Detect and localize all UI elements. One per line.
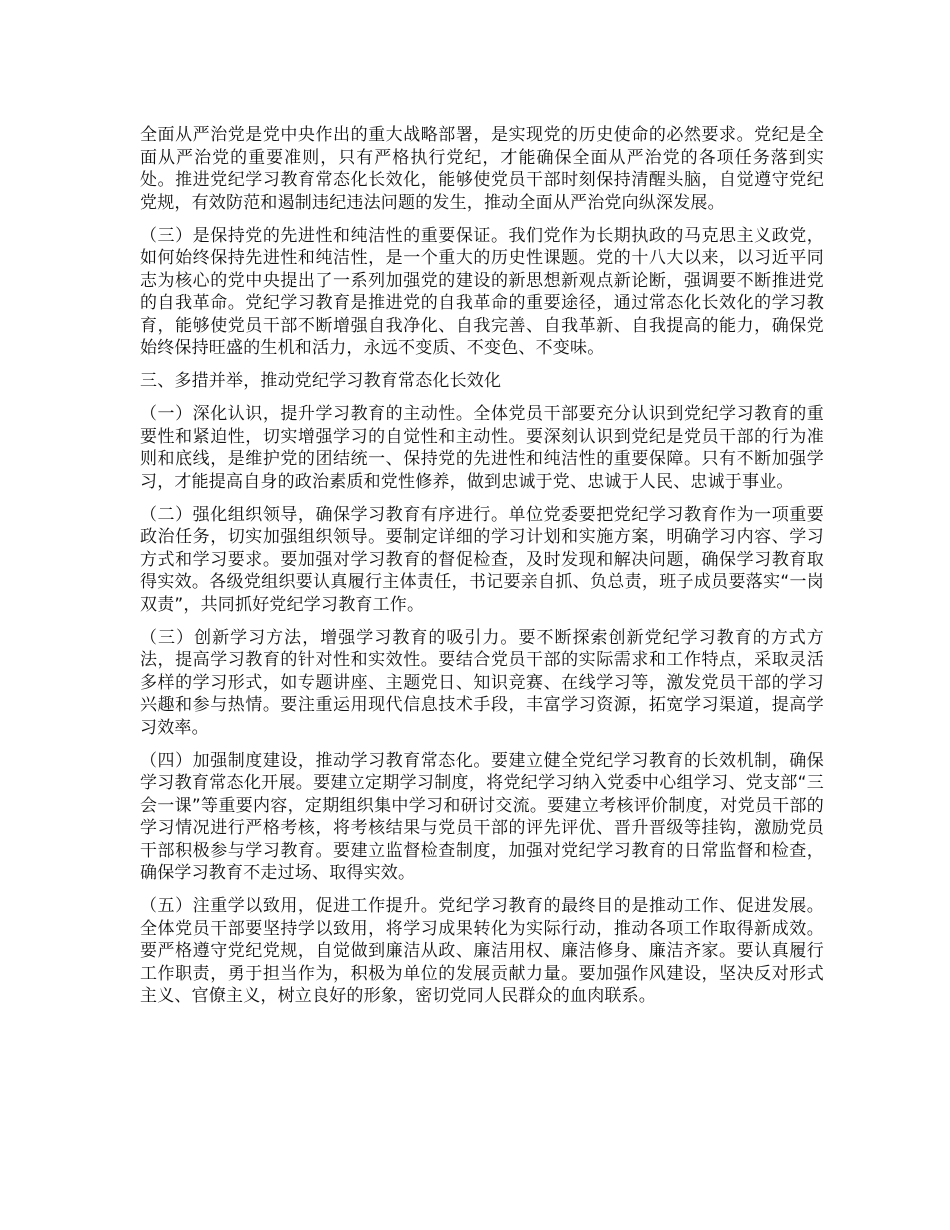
paragraph-apply-learning: （五）注重学以致用，促进工作提升。党纪学习教育的最终目的是推动工作、促进发展。全体党员干部要坚持学以致用，将学习成果转化为实际行动，推动各项工作取得新成效。要严格遵守党纪党规，自觉做到廉洁从政、廉洁用权、廉洁修身、廉洁齐家。要认真履行工作职责，勇于担当作为，积极为单位的发展贡献力量。要加强作风建设，坚决反对形式主义、官僚主义，树立良好的形象，密切党同人民群众的血肉联系。 [140, 896, 824, 1006]
paragraph-advanced-nature-guarantee: （三）是保持党的先进性和纯洁性的重要保证。我们党作为长期执政的马克思主义政党，如何始终保持先进性和纯洁性，是一个重大的历史性课题。党的十八大以来，以习近平同志为核心的党中央提出了一系列加强党的建设的新思想新观点新论断，强调要不断推进党的自我革命。党纪学习教育是推进党的自我革命的重要途径，通过常态化长效化的学习教育，能够使党员干部不断增强自我净化、自我完善、自我革新、自我提高的能力，确保党始终保持旺盛的生机和活力，永远不变质、不变色、不变味。 [140, 225, 824, 358]
paragraph-system-building: （四）加强制度建设，推动学习教育常态化。要建立健全党纪学习教育的长效机制，确保学习教育常态化开展。要建立定期学习制度，将党纪学习纳入党委中心组学习、党支部“三会一课”等重要内容，定期组织集中学习和研讨交流。要建立考核评价制度，对党员干部的学习情况进行严格考核，将考核结果与党员干部的评先评优、晋升晋级等挂钩，激励党员干部积极参与学习教育。要建立监督检查制度，加强对党纪学习教育的日常监督和检查，确保学习教育不走过场、取得实效。 [140, 750, 824, 883]
section-heading-three: 三、多措并举，推动党纪学习教育常态化长效化 [140, 371, 502, 391]
paragraph-organizational-leadership: （二）强化组织领导，确保学习教育有序进行。单位党委要把党纪学习教育作为一项重要政治任务，切实加强组织领导。要制定详细的学习计划和实施方案，明确学习内容、学习方式和学习要求。要加强对学习教育的督促检查，及时发现和解决问题，确保学习教育取得实效。各级党组织要认真履行主体责任，书记要亲自抓、负总责，班子成员要落实“一岗双责”，共同抓好党纪学习教育工作。 [140, 504, 824, 615]
document-page [140, 124, 824, 1018]
paragraph-innovative-methods: （三）创新学习方法，增强学习教育的吸引力。要不断探索创新党纪学习教育的方式方法，提高学习教育的针对性和实效性。要结合党员干部的实际需求和工作特点，采取灵活多样的学习形式，如专题讲座、主题党日、知识竞赛、在线学习等，激发党员干部的学习兴趣和参与热情。要注重运用现代信息技术手段，丰富学习资源，拓宽学习渠道，提高学习效率。 [140, 627, 824, 738]
paragraph-deepen-understanding: （一）深化认识，提升学习教育的主动性。全体党员干部要充分认识到党纪学习教育的重要性和紧迫性，切实增强学习的自觉性和主动性。要深刻认识到党纪是党员干部的行为准则和底线，是维护党的团结统一、保持党的先进性和纯洁性的重要保障。只有不断加强学习，才能提高自身的政治素质和党性修养，做到忠诚于党、忠诚于人民、忠诚于事业。 [140, 404, 824, 492]
paragraph-party-discipline-importance: 全面从严治党是党中央作出的重大战略部署，是实现党的历史使命的必然要求。党纪是全面从严治党的重要准则，只有严格执行党纪，才能确保全面从严治党的各项任务落到实处。推进党纪学习教育常态化长效化，能够使党员干部时刻保持清醒头脑，自觉遵守党纪党规，有效防范和遏制违纪违法问题的发生，推动全面从严治党向纵深发展。 [140, 125, 824, 213]
